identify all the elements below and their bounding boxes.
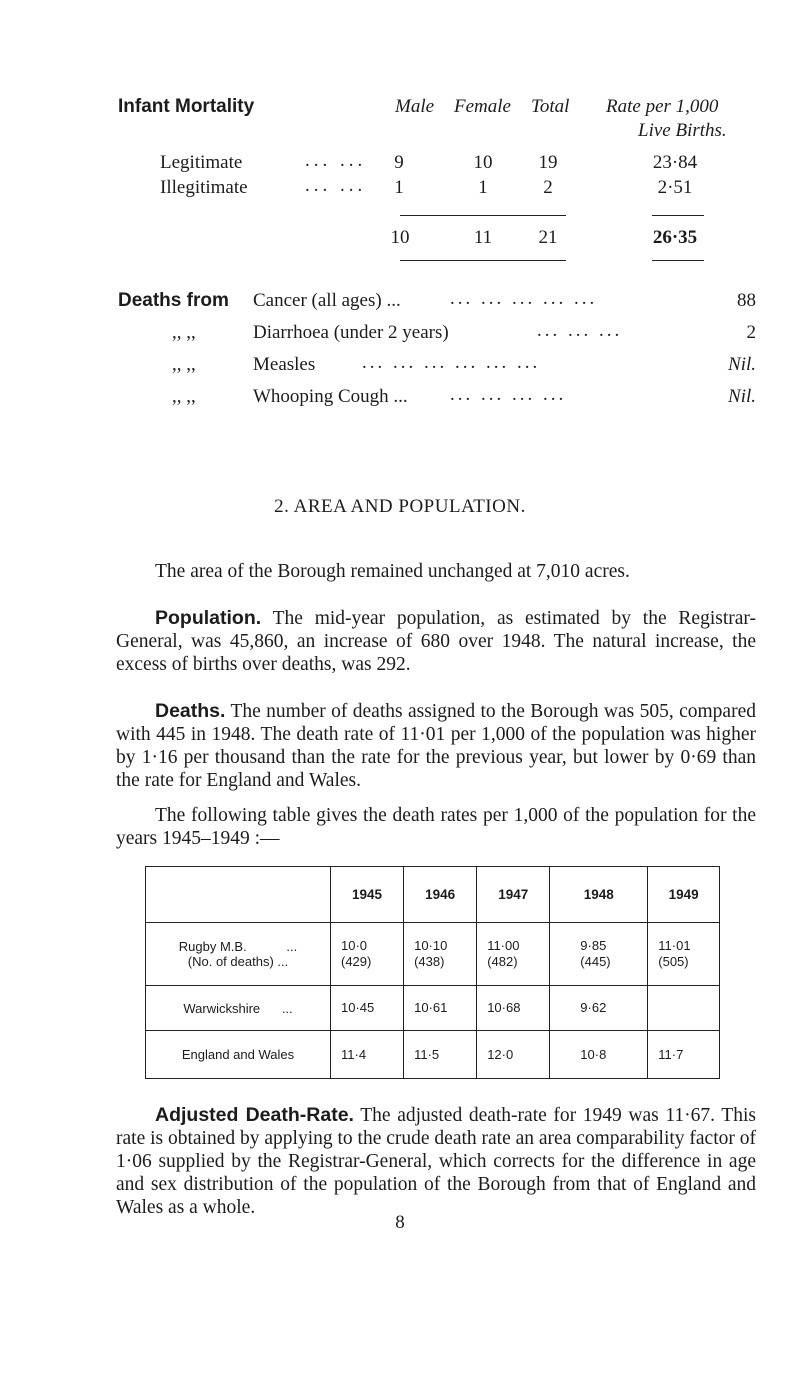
row-illegitimate-female: 1: [478, 177, 488, 198]
table-header-year: 1945: [331, 867, 404, 923]
section-title: 2. AREA AND POPULATION.: [274, 496, 526, 517]
infant-mortality-heading: Infant Mortality: [118, 96, 255, 117]
deaths-lead: Deaths.: [155, 700, 226, 722]
row-legitimate-female: 10: [473, 152, 493, 173]
rugby-deaths-label: (No. of deaths) ...: [187, 954, 289, 969]
deaths-count: (505): [658, 954, 689, 969]
ditto-mark: ,, ,,: [172, 322, 196, 343]
deaths-measles-value: Nil.: [728, 354, 756, 375]
deaths-diarrhoea-value: 2: [746, 322, 756, 343]
page-number: 8: [395, 1212, 405, 1233]
total-total: 21: [538, 227, 558, 248]
deaths-cancer-value: 88: [737, 290, 756, 311]
england-wales-label: England and Wales: [146, 1031, 331, 1079]
cell: [477, 923, 550, 986]
row-illegitimate-rate: 2·51: [657, 177, 693, 198]
area-paragraph: The area of the Borough remained unchanged at 7,010 acres.: [155, 561, 630, 582]
table-header-blank: [146, 867, 331, 923]
ditto-mark: ,, ,,: [172, 386, 196, 407]
row-illegitimate-male: 1: [394, 177, 404, 198]
rugby-label: Rugby M.B. ...: [178, 939, 298, 954]
adjusted-lead: Adjusted Death-Rate.: [155, 1104, 354, 1126]
population-lead: Population.: [155, 607, 262, 629]
population-text: The mid-year population, as estimated by the Registrar-General, was 45,860, an increase of 680 over 1948. The natural increase, the excess of births over deaths, was 292.: [116, 608, 757, 675]
rate-value: 11·7: [648, 1031, 720, 1079]
deaths-count: (482): [487, 954, 518, 969]
rate-value: 10·10: [414, 938, 448, 953]
rate-value: 11·00: [487, 938, 520, 953]
deaths-count: (438): [414, 954, 445, 969]
table-row-england-wales: [146, 1031, 720, 1079]
deaths-whooping-dots: ... ... ... ...: [450, 384, 567, 405]
ditto-mark: ,, ,,: [172, 354, 196, 375]
rate-value: 10·68: [477, 986, 550, 1031]
rate-value: 11·01: [658, 938, 691, 953]
deaths-measles-dots: ... ... ... ... ... ...: [362, 352, 541, 373]
total-rate: 26·35: [652, 227, 698, 248]
rate-rule-top: [652, 215, 704, 216]
rate-value: 10·0: [341, 938, 368, 953]
deaths-count: (429): [341, 954, 372, 969]
cell: [331, 923, 404, 986]
total-female: 11: [473, 227, 493, 248]
table-header-year: 1948: [550, 867, 648, 923]
deaths-diarrhoea-dots: ... ... ...: [537, 320, 623, 341]
deaths-count: (445): [580, 954, 611, 969]
table-header-year: 1947: [477, 867, 550, 923]
deaths-diarrhoea-label: Diarrhoea (under 2 years): [253, 322, 449, 343]
rate-value: 10·8: [550, 1031, 648, 1079]
table-header-row: [146, 867, 720, 923]
total-male: 10: [390, 227, 410, 248]
total-rule-top: [400, 215, 566, 216]
deaths-paragraph: [116, 700, 756, 792]
table-header-year: 1946: [404, 867, 477, 923]
table-intro-paragraph: The following table gives the death rates per 1,000 of the population for the years 1945–1949 :—: [116, 805, 756, 849]
adjusted-paragraph: [116, 1104, 756, 1219]
death-rate-table: [145, 866, 720, 1079]
adjusted-text: The adjusted death-rate for 1949 was 11·67. This rate is obtained by applying to the crude death rate an area comparability factor of 1·06 supplied by the Registrar-General, which corrects for the difference in age and sex distribution of the population of the Borough from that of England and Wales as a whole.: [116, 1105, 756, 1218]
deaths-from-lead: Deaths from: [118, 290, 229, 311]
table-row-rugby: [146, 923, 720, 986]
deaths-measles-label: Measles: [253, 354, 316, 375]
deaths-cancer-dots: ... ... ... ... ...: [450, 288, 598, 309]
deaths-text: The number of deaths assigned to the Borough was 505, compared with 445 in 1948. The death rate of 11·01 per 1,000 of the population was higher by 1·16 per thousand than the rate for the previous year, but lower by 0·69 than the rate for England and Wales.: [116, 701, 756, 791]
rate-value: 9·62: [550, 986, 648, 1031]
row-illegitimate-total: 2: [543, 177, 553, 198]
row-legitimate-total: 19: [538, 152, 558, 173]
warwickshire-label: Warwickshire ...: [146, 986, 331, 1031]
row-legitimate-label: Legitimate: [160, 152, 243, 173]
col-rate-sub: Live Births.: [638, 120, 727, 141]
rate-value: 9·85: [580, 938, 607, 953]
cell: [404, 923, 477, 986]
row-illegitimate-label: Illegitimate: [160, 177, 248, 198]
col-total: Total: [531, 96, 570, 117]
col-female: Female: [454, 96, 511, 117]
row-legitimate-dots: ... ...: [305, 150, 367, 171]
col-rate: Rate per 1,000: [606, 96, 719, 117]
row-illegitimate-dots: ... ...: [305, 175, 367, 196]
total-rule-bottom: [400, 260, 566, 261]
deaths-whooping-label: Whooping Cough ...: [253, 386, 408, 407]
table-header-year: 1949: [648, 867, 720, 923]
row-label: [146, 923, 331, 986]
rate-value: 12·0: [477, 1031, 550, 1079]
rate-value: [648, 986, 720, 1031]
population-paragraph: [116, 607, 756, 676]
deaths-cancer-label: Cancer (all ages) ...: [253, 290, 401, 311]
deaths-whooping-value: Nil.: [728, 386, 756, 407]
cell: [648, 923, 720, 986]
table-row-warwickshire: [146, 986, 720, 1031]
rate-rule-bottom: [652, 260, 704, 261]
rate-value: 11·5: [404, 1031, 477, 1079]
row-legitimate-rate: 23·84: [652, 152, 698, 173]
row-legitimate-male: 9: [394, 152, 404, 173]
rate-value: 11·4: [331, 1031, 404, 1079]
rate-value: 10·45: [331, 986, 404, 1031]
rate-value: 10·61: [404, 986, 477, 1031]
cell: [550, 923, 648, 986]
col-male: Male: [395, 96, 435, 117]
